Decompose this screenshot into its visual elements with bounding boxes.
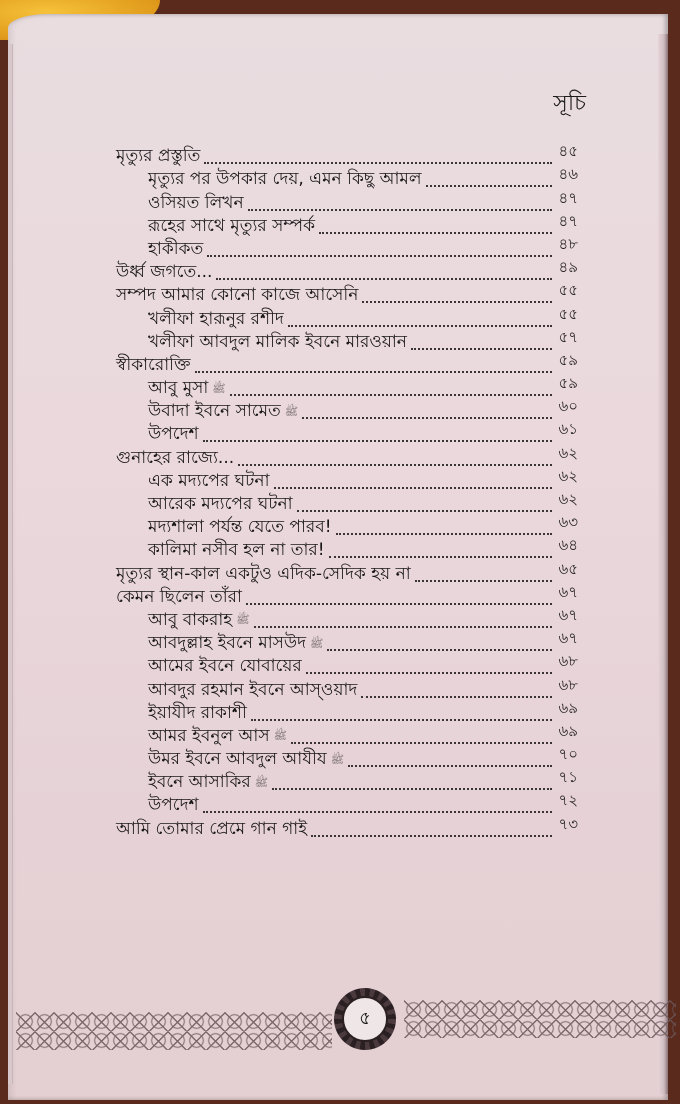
toc-entry-title (148, 725, 291, 746)
toc-entry-label: ইয়াযীদ রাকাশী (148, 702, 247, 723)
toc-entry-title (148, 215, 319, 236)
page-edge-left (8, 44, 13, 1084)
toc-entry-label: উবাদা ইবনে সামেত (148, 401, 281, 422)
toc-entry (116, 559, 578, 582)
honorific-icon: ﷺ (254, 775, 269, 789)
toc-subentry (116, 699, 578, 722)
toc-entry-label: রূহের সাথে মৃত্যুর সম্পর্ক (148, 215, 316, 236)
dot-leader (248, 209, 552, 211)
toc-entry (116, 351, 578, 374)
toc-entry-title (116, 818, 311, 839)
toc-entry-title (148, 679, 361, 700)
toc-page-number: ৪৭ (558, 188, 578, 207)
dot-leader (288, 325, 552, 327)
dot-leader (274, 487, 553, 489)
dot-leader (306, 672, 552, 674)
toc-page-number: ৬৭ (558, 605, 578, 624)
dot-leader (297, 510, 552, 512)
toc-entry-label: স্বীকারোক্তি (116, 354, 191, 375)
page-title: সূচি (553, 91, 586, 116)
toc-entry-title (116, 447, 238, 468)
dot-leader (230, 394, 552, 396)
dot-leader (361, 696, 552, 698)
toc-entry-label: আবদুর রহমান ইবনে আস্‌ওয়াদ (148, 679, 358, 700)
toc-subentry (116, 188, 578, 211)
toc-entry-title (148, 635, 327, 652)
toc-entry-label: মৃত্যুর প্রস্তুতি (116, 146, 201, 167)
toc-entry-title (148, 658, 306, 675)
dot-leader (238, 464, 552, 466)
toc-page-number: ৬০ (558, 397, 578, 416)
toc-entry (116, 814, 578, 837)
toc-entry-title (148, 496, 297, 513)
toc-entry-label: ইবনে আসাকির (148, 772, 251, 793)
dot-leader (246, 603, 552, 605)
toc-page-number: ৫৯ (558, 350, 578, 369)
dot-leader (272, 788, 552, 790)
toc-page-number: ৭০ (558, 745, 578, 764)
toc-entry-label: সম্পদ আমার কোনো কাজে আসেনি (116, 285, 359, 306)
toc-entry-label: কালিমা নসীব হল না তার! (148, 540, 325, 561)
toc-page-number: ৬৫ (558, 559, 578, 578)
toc-entry-title (148, 751, 348, 768)
ornament-band-right (404, 1000, 676, 1038)
toc-page-number: ৪৯ (558, 258, 578, 277)
toc-subentry (116, 606, 578, 629)
toc-entry-title (148, 470, 274, 491)
toc-page-number: ৬৯ (558, 721, 578, 740)
dot-leader (251, 719, 552, 721)
toc-entry-label: আবদুল্লাহ ইবনে মাসউদ (148, 633, 307, 654)
toc-entry-title (148, 403, 302, 420)
toc-entry-title (148, 380, 230, 397)
toc-entry-label: হাকীকত (148, 238, 204, 259)
toc-entry-title (116, 148, 204, 165)
dot-leader (415, 580, 552, 582)
toc-subentry (116, 745, 578, 768)
toc-page-number: ৪৫ (558, 142, 578, 161)
toc-page-number: ৬৮ (558, 675, 578, 694)
toc-page-number: ৫৯ (558, 374, 578, 393)
page-number: ৫ (342, 996, 388, 1042)
dot-leader (329, 556, 552, 558)
toc-subentry (116, 722, 578, 745)
page-edge-right (658, 34, 668, 1094)
toc-entry-title (116, 287, 362, 304)
dot-leader (291, 742, 552, 744)
toc-subentry (116, 467, 578, 490)
toc-entry (116, 142, 578, 165)
toc-subentry (116, 304, 578, 327)
toc-subentry (116, 675, 578, 698)
page-footer (16, 986, 676, 1056)
toc-subentry (116, 791, 578, 814)
toc-entry (116, 258, 578, 281)
dot-leader (195, 371, 552, 373)
dot-leader (311, 835, 552, 837)
toc-subentry (116, 513, 578, 536)
dot-leader (362, 301, 552, 303)
dot-leader (207, 255, 552, 257)
toc-entry-title (116, 354, 195, 375)
dot-leader (319, 232, 552, 234)
toc-entry-label: কেমন ছিলেন তাঁরা (116, 586, 242, 607)
toc-entry-label: উপদেশ (148, 795, 199, 816)
honorific-icon: ﷺ (273, 729, 287, 743)
toc-subentry (116, 397, 578, 420)
toc-page-number: ৬৮ (558, 652, 578, 671)
toc-entry-label: আরেক মদ্যপের ঘটনা (148, 494, 293, 514)
toc-page-number: ৪৭ (558, 211, 578, 230)
dot-leader (411, 348, 552, 350)
toc-entry-title (116, 264, 216, 281)
toc-entry-title (116, 586, 246, 607)
toc-entry-title (148, 519, 336, 536)
toc-entry-label: উমর ইবনে আবদুল আযীয (148, 749, 327, 770)
toc-page-number: ৭২ (558, 791, 578, 810)
toc-entry-title (148, 308, 288, 329)
dot-leader (348, 765, 552, 767)
toc-entry-title (148, 609, 254, 630)
toc-entry-label: আমর ইবনুল আস (148, 725, 270, 746)
honorific-icon: ﷺ (212, 381, 226, 395)
toc-entry-label: ওসিয়ত লিখন (148, 192, 244, 213)
toc-page-number: ৬২ (558, 466, 578, 485)
toc-entry (116, 281, 578, 304)
toc-entry-label: উর্ধ্ব জগতে... (116, 262, 213, 283)
dot-leader (204, 162, 552, 164)
toc-subentry (116, 235, 578, 258)
dot-leader (203, 811, 552, 813)
toc-page-number: ৫৭ (558, 327, 578, 346)
toc-entry-label: এক মদ্যপের ঘটনা (148, 470, 270, 491)
dot-leader (327, 649, 552, 651)
toc-entry-title (148, 171, 426, 188)
toc-entry-title (148, 774, 272, 791)
dot-leader (216, 278, 552, 280)
toc-page-number: ৭১ (558, 768, 578, 787)
toc-page-number: ৬২ (558, 490, 578, 508)
toc-entry-label: মৃত্যুর স্থান-কাল একটুও এদিক-সেদিক হয় না (116, 563, 411, 584)
toc-entry (116, 443, 578, 466)
toc-page-number: ৬৪ (558, 536, 578, 555)
toc-entry (116, 583, 578, 606)
toc-page-number: ৬৩ (558, 513, 578, 532)
honorific-icon: ﷺ (330, 752, 344, 766)
toc-entry-label: আবু বাকরাহ (148, 609, 233, 630)
dot-leader (302, 417, 552, 419)
toc-subentry (116, 490, 578, 513)
page-number-medallion (334, 988, 396, 1050)
dot-leader (336, 533, 552, 535)
honorific-icon: ﷺ (236, 613, 250, 627)
toc-subentry (116, 420, 578, 443)
toc-page-number: ৬৭ (558, 582, 578, 601)
toc-page-number: ৪৮ (558, 234, 578, 253)
dot-leader (254, 626, 553, 628)
toc-subentry (116, 165, 578, 188)
toc-entry-label: মৃত্যুর পর উপকার দেয়, এমন কিছু আমল (148, 169, 422, 190)
toc-entry-label: আবু মুসা (148, 378, 209, 399)
toc-subentry (116, 768, 578, 791)
toc-entry-title (148, 192, 248, 213)
toc-entry-title (148, 542, 329, 559)
table-of-contents (116, 142, 578, 838)
dot-leader (426, 185, 552, 187)
toc-page-number: ৫৫ (558, 281, 578, 300)
toc-page-number: ৬১ (558, 420, 578, 439)
toc-entry-label: খলীফা হারূনুর রশীদ (148, 308, 284, 329)
dot-leader (203, 440, 552, 442)
toc-subentry (116, 536, 578, 559)
toc-subentry (116, 374, 578, 397)
toc-subentry (116, 652, 578, 675)
toc-entry-title (148, 331, 411, 352)
toc-entry-title (148, 238, 207, 259)
toc-subentry (116, 629, 578, 652)
toc-entry-title (148, 702, 251, 723)
toc-page-number: ৭৩ (558, 814, 578, 833)
toc-entry-label: আমের ইবনে যোবায়ের (148, 656, 302, 677)
toc-page-number: ৬২ (558, 443, 578, 462)
toc-entry-title (116, 563, 415, 584)
toc-page-number: ৬৯ (558, 698, 578, 717)
ornament-band-left (16, 1012, 332, 1050)
toc-page-number: ৬৭ (558, 629, 578, 648)
toc-page-number: ৫৫ (558, 304, 578, 323)
toc-entry-label: গুনাহের রাজ্যে... (116, 447, 235, 468)
honorific-icon: ﷺ (310, 636, 324, 650)
toc-entry-label: মদ্যশালা পর্যন্ত যেতে পারব! (148, 517, 332, 538)
toc-subentry (116, 328, 578, 351)
toc-entry-label: উপদেশ (148, 424, 199, 445)
toc-entry-label: খলীফা আবদুল মালিক ইবনে মারওয়ান (148, 331, 407, 352)
toc-subentry (116, 212, 578, 235)
book-page (8, 14, 668, 1100)
toc-entry-title (148, 797, 203, 814)
toc-entry-label: আমি তোমার প্রেমে গান গাই (116, 818, 308, 839)
honorific-icon: ﷺ (284, 404, 299, 418)
toc-page-number: ৪৬ (558, 165, 578, 184)
toc-entry-title (148, 426, 203, 443)
